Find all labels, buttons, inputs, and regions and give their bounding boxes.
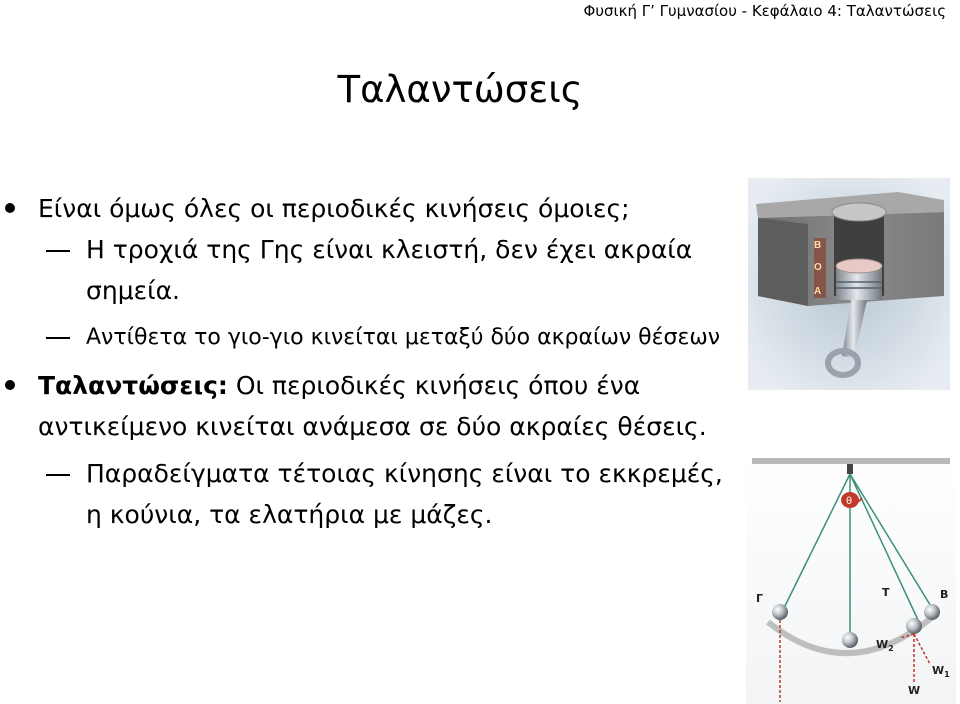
cylinder-block-side [758, 218, 808, 306]
label-b: B [940, 588, 949, 601]
angle-label: θ [846, 496, 853, 507]
pendulum-bob-left [772, 604, 788, 620]
bullet-bold-term: Ταλαντώσεις: [38, 371, 228, 400]
bullet-item: Είναι όμως όλες οι περιοδικές κινήσεις όμοιες; [0, 188, 730, 229]
bullet-item [0, 365, 730, 447]
pendulum-bob-far-right [924, 604, 940, 620]
pendulum-bob-center [842, 632, 858, 648]
slide-title: Ταλαντώσεις [337, 68, 583, 111]
sub-bullet-item: Αντίθετα το γιο-γιο κινείται μεταξύ δύο ακραίων θέσεων [0, 317, 730, 359]
piston-label-b: B [814, 240, 822, 251]
pivot [847, 464, 853, 474]
sub-bullet-item: Η τροχιά της Γης είναι κλειστή, δεν έχει ακραία σημεία. [0, 229, 730, 311]
figure-background [746, 452, 956, 704]
piston-label-a: A [814, 286, 822, 297]
slide-header: Φυσική Γ’ Γυμνασίου - Κεφάλαιο 4: Ταλαντώσεις [583, 2, 946, 20]
label-tension: T [882, 586, 890, 599]
bullet-text: Οι περιοδικές κινήσεις όπου ένα αντικείμενο κινείται ανάμεσα σε δύο ακραίες θέσεις. [38, 371, 707, 441]
label-w: W [908, 684, 921, 697]
bullet-list [0, 188, 730, 535]
ceiling-bar [752, 458, 950, 464]
label-w2: $W_2$ [876, 638, 894, 653]
piston-illustration [748, 178, 950, 390]
piston-label-o: O [814, 262, 822, 273]
pendulum-bob-right [906, 618, 922, 634]
pendulum-illustration [746, 452, 956, 704]
piston-head [836, 259, 882, 273]
label-gamma: Γ [756, 592, 764, 605]
label-w1: $W_1$ [932, 664, 950, 679]
sub-bullet-item: Παραδείγματα τέτοιας κίνησης είναι το εκκρεμές, η κούνια, τα ελατήρια με μάζες. [0, 453, 730, 535]
